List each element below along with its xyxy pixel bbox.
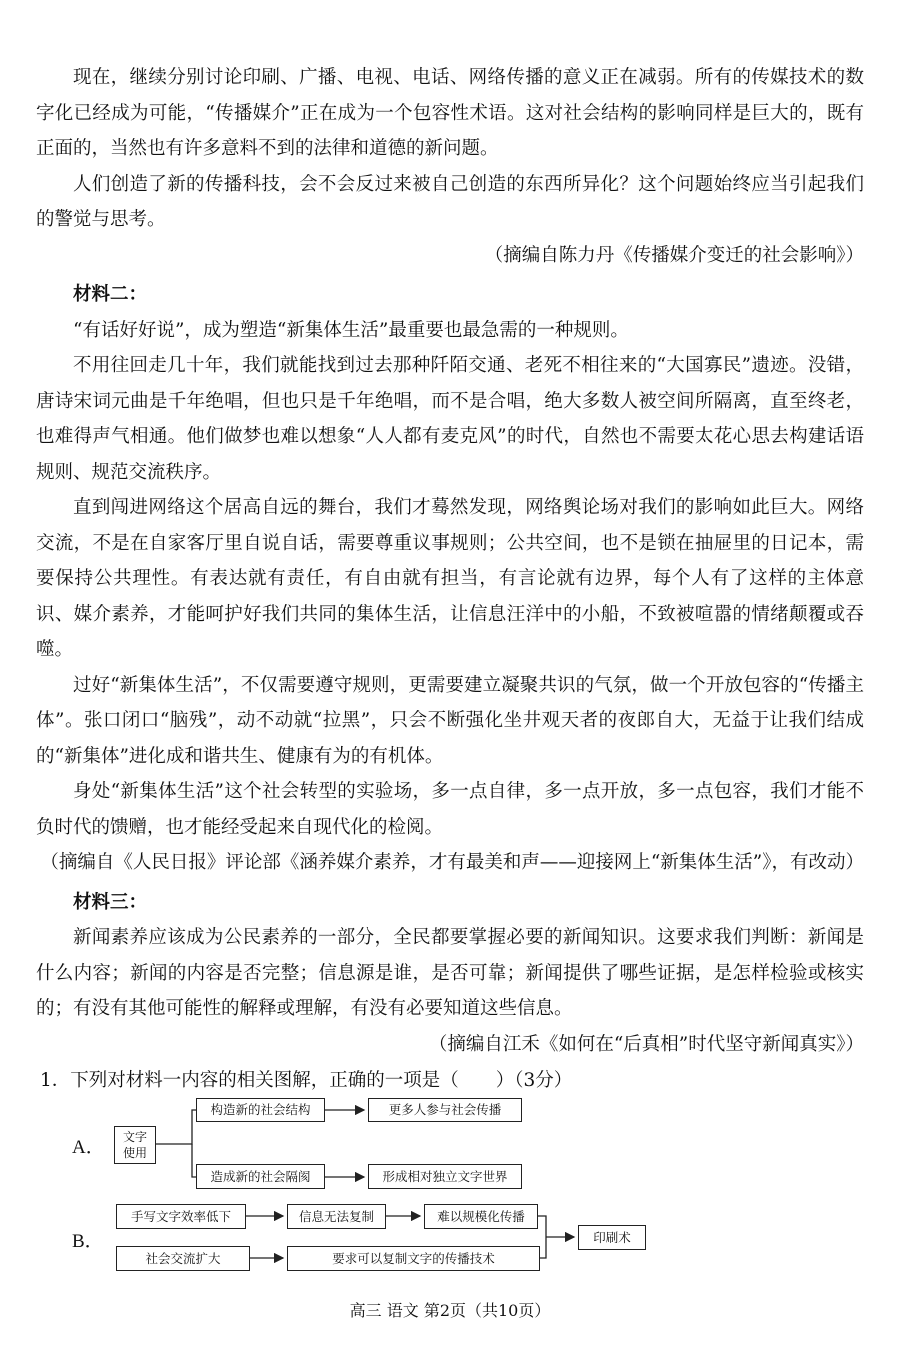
material3-paragraph-1: 新闻素养应该成为公民素养的一部分，全民都要掌握必要的新闻知识。这要求我们判断：新闻是什么内容；新闻的内容是否完整；信息源是谁，是否可靠；新闻提供了哪些证据，是怎样检验或核实的；有没有其他可能性的解释或理解，有没有必要知道这些信息。 [36, 927, 864, 1019]
option-a-bottom-end-box: 形成相对独立文字世界 [368, 1164, 522, 1189]
material2-paragraph-3: 直到闯进网络这个居高自远的舞台，我们才蓦然发现，网络舆论场对我们的影响如此巨大。网络交流，不是在自家客厅里自说自话，需要尊重议事规则；公共空间，也不是锁在抽屉里的日记本，需要保持公共理性。有表达就有责任，有自由就有担当，有言论就有边界，每个人有了这样的主体意识、媒介素养，才能呵护好我们共同的集体生活，让信息汪洋中的小船，不致被喧嚣的情绪颠覆或吞噬。 [36, 497, 864, 660]
option-a-bottom-mid-box: 造成新的社会隔阂 [196, 1164, 325, 1189]
option-b-r1c3-box: 难以规模化传播 [424, 1204, 538, 1229]
option-b-label: B． [72, 1231, 104, 1252]
material3-source: （摘编自江禾《如何在“后真相”时代坚守新闻真实》） [428, 1033, 864, 1055]
material1-paragraph-2: 人们创造了新的传播科技，会不会反过来被自己创造的东西所异化？这个问题始终应当引起我们的警觉与思考。 [36, 173, 864, 230]
option-b-r1c1-box: 手写文字效率低下 [116, 1204, 246, 1229]
material2-paragraph-2: 不用往回走几十年，我们就能找到过去那种阡陌交通、老死不相往来的“大国寡民”遗迹。没错，唐诗宋词元曲是千年绝唱，但也只是千年绝唱，而不是合唱，绝大多数人被空间所隔离，直至终老，也难得声气相通。他们做梦也难以想象“人人都有麦克风”的时代，自然也不需要太花心思去构建话语规则、规范交流秩序。 [36, 355, 864, 483]
material2-paragraph-1: “有话好好说”，成为塑造“新集体生活”最重要也最急需的一种规则。 [73, 319, 629, 341]
option-a-top-mid-box: 构造新的社会结构 [196, 1098, 325, 1122]
option-b-r2c1-box: 社会交流扩大 [116, 1246, 250, 1271]
material2-heading: 材料二： [73, 284, 148, 305]
material2-source: （摘编自《人民日报》评论部《涵养媒介素养，才有最美和声——迎接网上“新集体生活”》，有改动） [40, 852, 864, 873]
option-b-result-box: 印刷术 [578, 1225, 646, 1250]
option-b-r2c2-box: 要求可以复制文字的传播技术 [287, 1246, 540, 1271]
page-footer: 高三 语文 第2页（共10页） [349, 1301, 551, 1320]
option-b-r1c2-box: 信息无法复制 [287, 1204, 386, 1229]
question1-stem: 1．下列对材料一内容的相关图解，正确的一项是（ ）（3分） [40, 1070, 573, 1091]
material1-paragraph-1: 现在，继续分别讨论印刷、广播、电视、电话、网络传播的意义正在减弱。所有的传媒技术的数字化已经成为可能，“传播媒介”正在成为一个包容性术语。这对社会结构的影响同样是巨大的，既有正面的，当然也有许多意料不到的法律和道德的新问题。 [36, 67, 864, 159]
option-a-root-box: 文字 使用 [114, 1126, 156, 1164]
option-b-diagram [0, 1200, 828, 1280]
material1-source: （摘编自陈力丹《传播媒介变迁的社会影响》） [484, 244, 864, 266]
page-body [36, 60, 864, 1098]
option-a-diagram [0, 1094, 828, 1194]
material2-paragraph-4: 过好“新集体生活”，不仅需要遵守规则，更需要建立凝聚共识的气氛，做一个开放包容的“传播主体”。张口闭口“脑残”，动不动就“拉黑”，只会不断强化坐井观天者的夜郎自大，无益于让我们结成的“新集体”进化成和谐共生、健康有为的有机体。 [36, 674, 864, 767]
material3-heading: 材料三： [73, 891, 148, 913]
material2-paragraph-5: 身处“新集体生活”这个社会转型的实验场，多一点自律，多一点开放，多一点包容，我们才能不负时代的馈赠，也才能经受起来自现代化的检阅。 [36, 781, 864, 838]
option-a-label: A． [72, 1137, 105, 1158]
option-a-top-end-box: 更多人参与社会传播 [368, 1098, 522, 1122]
